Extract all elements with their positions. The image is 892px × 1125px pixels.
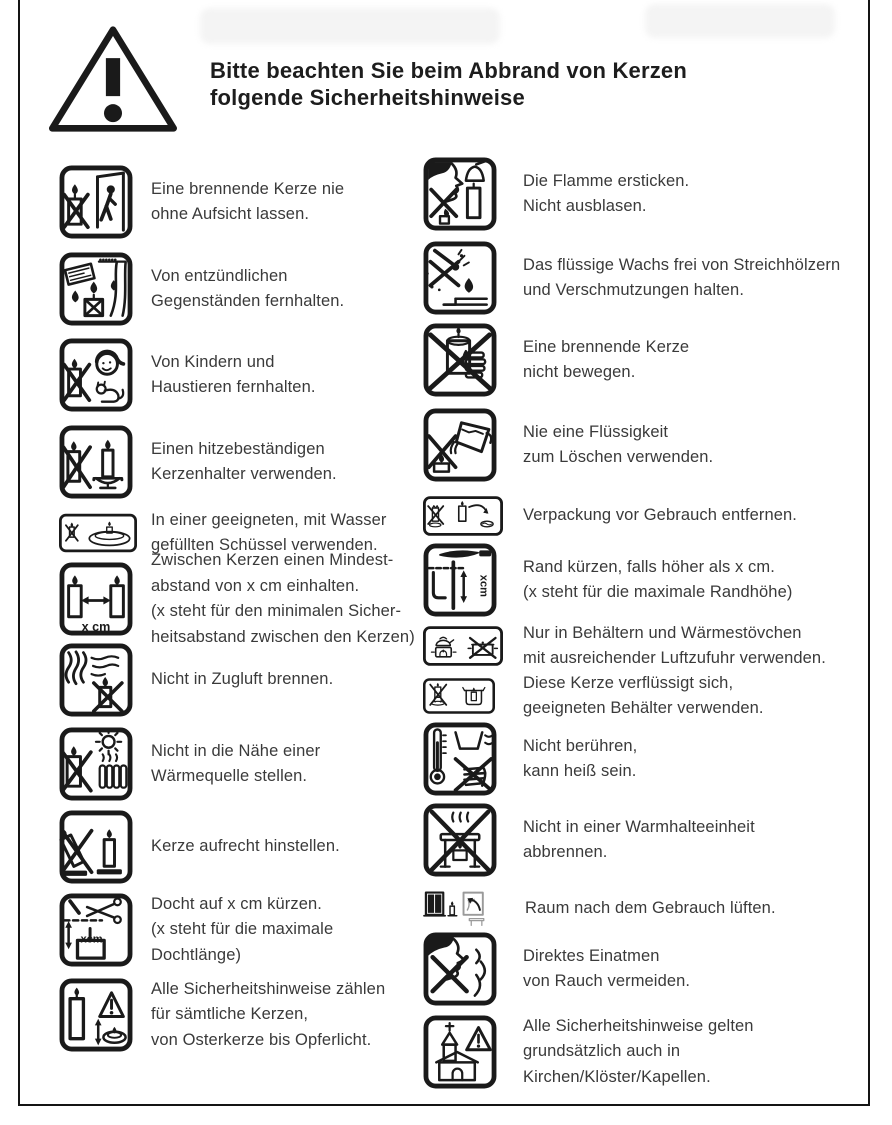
safety-item-text-line: abstand von x cm einhalten. <box>151 576 360 595</box>
no-liquid-icon <box>423 408 503 482</box>
safety-item-text-line: Kerzenhalter verwenden. <box>151 465 337 483</box>
safety-item-text-line: Nicht in die Nähe einer <box>151 741 321 760</box>
safety-item-text <box>151 264 344 315</box>
flammable-objects-icon <box>59 252 139 326</box>
safety-item-text-line: Nicht ausblasen. <box>523 197 647 215</box>
safety-item-text-line: von Osterkerze bis Opferlicht. <box>151 1030 372 1049</box>
no-smoke-inhale-icon <box>423 932 503 1006</box>
safety-item-text-line: Nur in Behältern und Wärmestövchen <box>523 623 802 642</box>
safety-item <box>59 977 385 1054</box>
trim-wick-icon <box>59 893 139 967</box>
safety-item <box>59 892 333 969</box>
safety-item-text-line: Gegenständen fernhalten. <box>151 292 345 310</box>
safety-item-text-line: nicht bewegen. <box>523 363 636 381</box>
safety-item-text-line: Haustieren fernhalten. <box>151 378 316 396</box>
wax-clean-icon <box>423 241 503 315</box>
page-title <box>210 57 687 111</box>
safety-item <box>59 338 316 412</box>
safety-item-text <box>523 503 797 529</box>
safety-item <box>423 621 826 672</box>
safety-item-text <box>523 734 637 785</box>
safety-item-text-line: und Verschmutzungen halten. <box>523 281 745 299</box>
safety-item-text-line: Nie eine Flüssigkeit <box>523 422 669 441</box>
safety-item-text-line: Eine brennende Kerze nie <box>151 179 345 198</box>
safety-item-text-line: Die Flamme ersticken. <box>523 171 690 190</box>
heat-source-icon <box>59 727 139 801</box>
svg-text:xcm: xcm <box>80 933 103 946</box>
safety-item-text <box>523 169 689 220</box>
safety-item <box>423 1014 754 1091</box>
safety-item-text <box>151 437 337 488</box>
safety-item-text <box>523 253 840 304</box>
safety-item <box>59 727 320 801</box>
safety-item-text-line: von Rauch vermeiden. <box>523 972 691 990</box>
safety-item-text-line: Docht auf x cm kürzen. <box>151 894 322 913</box>
all-candle-types-icon <box>59 978 139 1052</box>
safety-item-text-line: heitsabstand zwischen den Kerzen) <box>151 627 415 646</box>
safety-item-text-line: ohne Aufsicht lassen. <box>151 205 310 223</box>
safety-item-text-line: Nicht in Zugluft brennen. <box>151 670 334 689</box>
safety-item-text <box>151 667 333 693</box>
smother-flame-icon <box>423 157 503 231</box>
safety-item <box>423 722 637 796</box>
safety-item-text <box>523 420 713 471</box>
safety-item-text-line: Dochtlänge) <box>151 945 242 964</box>
safety-item-text-line: In einer geeigneten, mit Wasser <box>151 510 387 529</box>
safety-item-text-line: Verpackung vor Gebrauch entfernen. <box>523 506 797 525</box>
safety-item-text-line: abbrennen. <box>523 843 608 861</box>
safety-item-text-line: Nicht in einer Warmhalteeinheit <box>523 817 755 836</box>
page-title-line2: folgende Sicherheitshinweise <box>210 85 525 110</box>
safety-item-text-line: Von entzündlichen <box>151 266 288 285</box>
safety-item <box>59 548 415 650</box>
safety-item-text-line: Wärmequelle stellen. <box>151 767 308 785</box>
safety-item-text <box>523 335 689 386</box>
liquefies-icon <box>423 676 503 716</box>
safety-item-text <box>523 555 792 606</box>
safety-item-text-line: Von Kindern und <box>151 352 275 371</box>
safety-item-text-line: mit ausreichender Luftzufuhr verwenden. <box>523 649 826 667</box>
warning-triangle-icon <box>46 24 180 134</box>
safety-item-text-line: Zwischen Kerzen einen Mindest- <box>151 551 394 569</box>
safety-item-text-line: Einen hitzebeständigen <box>151 439 325 458</box>
upright-icon <box>59 810 139 884</box>
safety-item-text <box>151 892 333 969</box>
safety-item-text-line: Direktes Einatmen <box>523 946 660 965</box>
safety-item <box>423 241 840 315</box>
safety-item-text-line: Das flüssige Wachs frei von Streichhölzern <box>523 255 841 274</box>
safety-item-text-line: Raum nach dem Gebrauch lüften. <box>525 899 776 918</box>
safety-item <box>423 932 690 1006</box>
do-not-move-icon <box>423 323 503 397</box>
safety-item <box>423 671 764 722</box>
safety-item <box>423 157 689 231</box>
safety-item <box>59 252 344 326</box>
ventilate-room-icon <box>423 888 505 930</box>
safety-item-text-line: kann heiß sein. <box>523 762 637 780</box>
safety-item-text <box>151 548 415 650</box>
safety-item <box>423 494 797 538</box>
svg-text:xcm: xcm <box>477 574 490 598</box>
safety-item-text <box>523 1014 754 1091</box>
safety-item-text <box>523 815 755 866</box>
heat-resistant-holder-icon <box>59 425 139 499</box>
safety-item-text <box>523 621 826 672</box>
safety-item <box>59 643 333 717</box>
safety-item <box>423 888 776 930</box>
safety-item-text-line: gefüllten Schüssel verwenden. <box>151 536 378 554</box>
safety-item <box>59 810 340 884</box>
safety-item <box>59 425 337 499</box>
safety-item-text <box>523 671 764 722</box>
children-pets-icon <box>59 338 139 412</box>
trim-edge-icon <box>423 543 503 617</box>
safety-item-text <box>151 739 320 790</box>
page-title-line1: Bitte beachten Sie beim Abbrand von Kerzen <box>210 58 688 83</box>
min-distance-icon <box>59 562 139 636</box>
safety-item-text-line: Alle Sicherheitshinweise zählen <box>151 979 386 998</box>
safety-item-text-line: Alle Sicherheitshinweise gelten <box>523 1016 754 1035</box>
safety-item-text <box>151 977 385 1054</box>
safety-item-text-line: (x steht für die maximale <box>151 920 334 939</box>
candle-unattended-icon <box>59 165 139 239</box>
safety-item-text-line: grundsätzlich auch in <box>523 1042 681 1061</box>
safety-item-text-line: Nicht berühren, <box>523 736 638 755</box>
safety-item-text-line: (x steht für die maximale Randhöhe) <box>523 583 793 601</box>
churches-icon <box>423 1015 503 1089</box>
safety-item <box>423 803 755 877</box>
safety-item-text-line: geeigneten Behälter verwenden. <box>523 699 764 717</box>
containers-airflow-icon <box>423 624 503 668</box>
safety-item-text-line: Kirchen/Klöster/Kapellen. <box>523 1067 711 1086</box>
safety-item-text <box>151 177 344 228</box>
svg-text:x cm: x cm <box>81 619 111 634</box>
safety-item-text <box>151 834 340 860</box>
draft-icon <box>59 643 139 717</box>
safety-item-text <box>151 350 316 401</box>
hot-touch-icon <box>423 722 503 796</box>
safety-item <box>59 165 344 239</box>
safety-item-text <box>525 896 776 922</box>
safety-item-text-line: Eine brennende Kerze <box>523 337 690 356</box>
safety-item-text-line: (x steht für den minimalen Sicher- <box>151 602 402 620</box>
safety-item-text-line: Kerze aufrecht hinstellen. <box>151 837 340 856</box>
safety-item <box>423 408 713 482</box>
safety-item-text-line: für sämtliche Kerzen, <box>151 1005 309 1024</box>
safety-item-text-line: Rand kürzen, falls höher als x cm. <box>523 557 775 576</box>
remove-packaging-icon <box>423 494 503 538</box>
safety-item <box>423 543 792 617</box>
safety-item-text-line: Diese Kerze verflüssigt sich, <box>523 673 734 692</box>
safety-item-text <box>523 944 690 995</box>
no-warming-unit-icon <box>423 803 503 877</box>
safety-item <box>423 323 689 397</box>
safety-item-text-line: zum Löschen verwenden. <box>523 448 714 466</box>
